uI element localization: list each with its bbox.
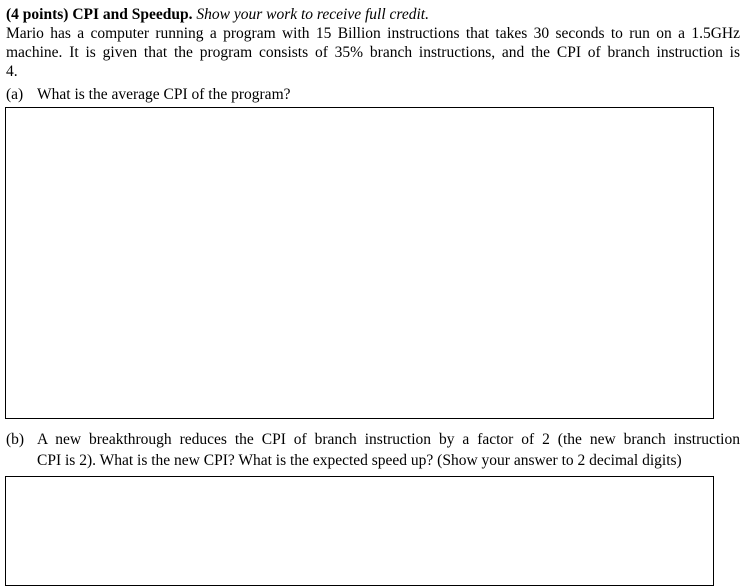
problem-statement-line-3: 4. <box>6 63 18 80</box>
problem-header <box>6 6 429 24</box>
problem-statement-line-2: machine. It is given that the program consists of 35% branch instructions, and the CPI of branch instruction is <box>6 44 740 61</box>
question-b-label: (b) <box>6 431 25 448</box>
question-a-label: (a) <box>6 86 24 103</box>
problem-title: CPI and Speedup. <box>72 6 193 23</box>
answer-box-a[interactable] <box>5 107 714 419</box>
question-b-line-2: CPI is 2). What is the new CPI? What is the expected speed up? (Show your answer to 2 decimal digits) <box>37 452 682 469</box>
instruction-text: Show your work to receive full credit. <box>196 6 429 23</box>
points-label: (4 points) <box>6 6 69 23</box>
question-a-text: What is the average CPI of the program? <box>37 86 291 103</box>
question-b-line-1: A new breakthrough reduces the CPI of branch instruction by a factor of 2 (the new branch instruction <box>37 431 740 448</box>
problem-statement-line-1: Mario has a computer running a program with 15 Billion instructions that takes 30 seconds to run on a 1.5GHz <box>6 25 740 42</box>
question-a <box>6 86 291 104</box>
